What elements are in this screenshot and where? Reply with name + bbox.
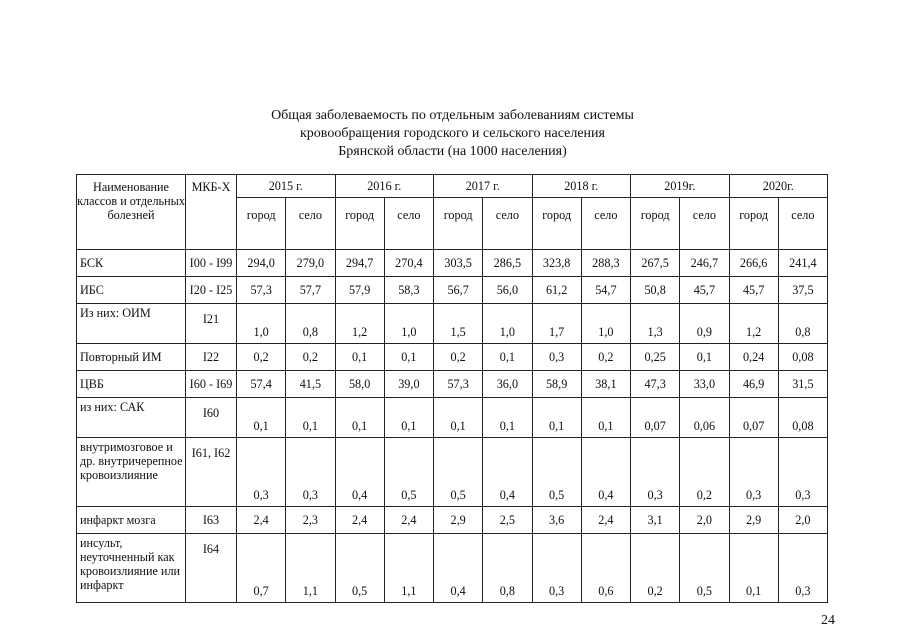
row-value: 1,2 <box>335 304 384 344</box>
table-body <box>77 250 828 603</box>
row-value: 57,9 <box>335 277 384 304</box>
header-village: село <box>286 198 335 250</box>
row-value: 1,1 <box>286 534 335 603</box>
title-line-1: Общая заболеваемость по отдельным заболеваниям системы <box>271 108 634 123</box>
row-code: I22 <box>186 344 237 371</box>
row-value: 0,9 <box>680 304 729 344</box>
row-value: 0,08 <box>778 344 827 371</box>
row-value: 57,4 <box>237 371 286 398</box>
row-name: БСК <box>77 250 186 277</box>
header-village: село <box>680 198 729 250</box>
row-value: 31,5 <box>778 371 827 398</box>
row-value: 0,1 <box>434 398 483 438</box>
row-value: 294,0 <box>237 250 286 277</box>
row-name: инсульт, неуточненный как кровоизлияние или инфаркт <box>77 534 186 603</box>
row-name: инфаркт мозга <box>77 507 186 534</box>
header-village: село <box>581 198 630 250</box>
row-value: 1,0 <box>581 304 630 344</box>
row-value: 0,08 <box>778 398 827 438</box>
row-value: 0,1 <box>483 398 532 438</box>
table-row <box>77 277 828 304</box>
row-value: 57,7 <box>286 277 335 304</box>
row-value: 0,2 <box>434 344 483 371</box>
table-row <box>77 371 828 398</box>
header-year-2017: 2017 г. <box>434 175 533 198</box>
row-value: 279,0 <box>286 250 335 277</box>
row-value: 0,3 <box>729 438 778 507</box>
row-value: 0,8 <box>286 304 335 344</box>
row-value: 2,0 <box>680 507 729 534</box>
row-value: 303,5 <box>434 250 483 277</box>
row-name: Из них: ОИМ <box>77 304 186 344</box>
header-row-years <box>77 175 828 198</box>
row-value: 286,5 <box>483 250 532 277</box>
row-value: 2,4 <box>335 507 384 534</box>
row-code: I21 <box>186 304 237 344</box>
row-value: 56,0 <box>483 277 532 304</box>
row-code: I60 - I69 <box>186 371 237 398</box>
table-row <box>77 398 828 438</box>
row-value: 2,4 <box>581 507 630 534</box>
row-value: 0,1 <box>680 344 729 371</box>
header-village: село <box>384 198 433 250</box>
row-value: 58,3 <box>384 277 433 304</box>
document-title <box>0 107 905 161</box>
row-value: 0,07 <box>631 398 680 438</box>
table-row <box>77 534 828 603</box>
row-value: 61,2 <box>532 277 581 304</box>
row-value: 0,7 <box>237 534 286 603</box>
row-value: 0,07 <box>729 398 778 438</box>
row-value: 39,0 <box>384 371 433 398</box>
row-value: 0,5 <box>384 438 433 507</box>
header-city: город <box>631 198 680 250</box>
row-value: 0,3 <box>286 438 335 507</box>
title-line-3: Брянской области (на 1000 населения) <box>338 144 567 159</box>
row-value: 45,7 <box>729 277 778 304</box>
header-year-2019: 2019г. <box>631 175 730 198</box>
row-name: Повторный ИМ <box>77 344 186 371</box>
row-name: внутримозговое и др. внутричерепное кровоизлияние <box>77 438 186 507</box>
row-value: 0,06 <box>680 398 729 438</box>
row-value: 0,2 <box>631 534 680 603</box>
row-value: 0,3 <box>778 534 827 603</box>
row-code: I60 <box>186 398 237 438</box>
row-value: 0,1 <box>286 398 335 438</box>
header-year-2020: 2020г. <box>729 175 828 198</box>
row-value: 1,5 <box>434 304 483 344</box>
row-code: I20 - I25 <box>186 277 237 304</box>
header-city: город <box>434 198 483 250</box>
row-value: 57,3 <box>237 277 286 304</box>
row-value: 2,4 <box>384 507 433 534</box>
row-value: 37,5 <box>778 277 827 304</box>
row-value: 0,1 <box>532 398 581 438</box>
row-value: 1,0 <box>384 304 433 344</box>
row-value: 3,1 <box>631 507 680 534</box>
table-row <box>77 250 828 277</box>
row-value: 1,1 <box>384 534 433 603</box>
row-value: 0,1 <box>483 344 532 371</box>
row-value: 0,24 <box>729 344 778 371</box>
table-row <box>77 438 828 507</box>
table-row <box>77 507 828 534</box>
row-value: 50,8 <box>631 277 680 304</box>
row-value: 0,1 <box>384 344 433 371</box>
row-value: 1,0 <box>237 304 286 344</box>
row-value: 38,1 <box>581 371 630 398</box>
row-value: 47,3 <box>631 371 680 398</box>
row-value: 2,5 <box>483 507 532 534</box>
row-value: 0,5 <box>335 534 384 603</box>
row-value: 0,3 <box>778 438 827 507</box>
row-code: I63 <box>186 507 237 534</box>
row-value: 294,7 <box>335 250 384 277</box>
header-year-2016: 2016 г. <box>335 175 434 198</box>
row-value: 0,3 <box>532 534 581 603</box>
row-value: 2,0 <box>778 507 827 534</box>
row-value: 46,9 <box>729 371 778 398</box>
row-name: ИБС <box>77 277 186 304</box>
row-value: 0,1 <box>729 534 778 603</box>
row-code: I64 <box>186 534 237 603</box>
row-code: I61, I62 <box>186 438 237 507</box>
row-value: 0,1 <box>384 398 433 438</box>
row-value: 0,1 <box>335 398 384 438</box>
header-name: Наименование классов и отдельных болезней <box>77 175 186 250</box>
row-value: 0,8 <box>483 534 532 603</box>
row-value: 0,4 <box>434 534 483 603</box>
row-value: 3,6 <box>532 507 581 534</box>
row-value: 0,8 <box>778 304 827 344</box>
row-name: ЦВБ <box>77 371 186 398</box>
header-city: город <box>729 198 778 250</box>
row-value: 0,4 <box>335 438 384 507</box>
header-city: город <box>335 198 384 250</box>
row-value: 323,8 <box>532 250 581 277</box>
page-number: 24 <box>821 613 835 628</box>
row-value: 0,2 <box>286 344 335 371</box>
row-value: 2,3 <box>286 507 335 534</box>
row-value: 270,4 <box>384 250 433 277</box>
row-value: 2,9 <box>434 507 483 534</box>
row-value: 36,0 <box>483 371 532 398</box>
row-value: 58,9 <box>532 371 581 398</box>
row-name: из них: САК <box>77 398 186 438</box>
morbidity-table <box>76 174 828 603</box>
row-value: 0,1 <box>335 344 384 371</box>
row-value: 0,25 <box>631 344 680 371</box>
title-line-2: кровообращения городского и сельского населения <box>300 126 605 141</box>
row-value: 1,2 <box>729 304 778 344</box>
row-value: 54,7 <box>581 277 630 304</box>
table-row <box>77 344 828 371</box>
row-value: 0,3 <box>631 438 680 507</box>
table-row <box>77 304 828 344</box>
header-city: город <box>532 198 581 250</box>
header-code: МКБ-Х <box>186 175 237 250</box>
header-year-2018: 2018 г. <box>532 175 631 198</box>
header-village: село <box>483 198 532 250</box>
row-value: 0,3 <box>532 344 581 371</box>
row-value: 0,5 <box>532 438 581 507</box>
row-value: 246,7 <box>680 250 729 277</box>
row-value: 57,3 <box>434 371 483 398</box>
row-value: 56,7 <box>434 277 483 304</box>
row-value: 0,1 <box>581 398 630 438</box>
row-value: 0,4 <box>483 438 532 507</box>
row-value: 2,9 <box>729 507 778 534</box>
row-value: 0,4 <box>581 438 630 507</box>
row-value: 0,2 <box>237 344 286 371</box>
row-value: 41,5 <box>286 371 335 398</box>
header-village: село <box>778 198 827 250</box>
row-value: 33,0 <box>680 371 729 398</box>
row-value: 241,4 <box>778 250 827 277</box>
row-value: 0,5 <box>434 438 483 507</box>
row-value: 0,1 <box>237 398 286 438</box>
row-value: 2,4 <box>237 507 286 534</box>
header-year-2015: 2015 г. <box>237 175 336 198</box>
row-value: 0,6 <box>581 534 630 603</box>
row-value: 0,2 <box>680 438 729 507</box>
row-value: 1,0 <box>483 304 532 344</box>
row-value: 45,7 <box>680 277 729 304</box>
row-value: 266,6 <box>729 250 778 277</box>
row-code: I00 - I99 <box>186 250 237 277</box>
row-value: 0,5 <box>680 534 729 603</box>
row-value: 1,7 <box>532 304 581 344</box>
row-value: 1,3 <box>631 304 680 344</box>
header-city: город <box>237 198 286 250</box>
row-value: 0,3 <box>237 438 286 507</box>
row-value: 58,0 <box>335 371 384 398</box>
row-value: 288,3 <box>581 250 630 277</box>
row-value: 0,2 <box>581 344 630 371</box>
row-value: 267,5 <box>631 250 680 277</box>
